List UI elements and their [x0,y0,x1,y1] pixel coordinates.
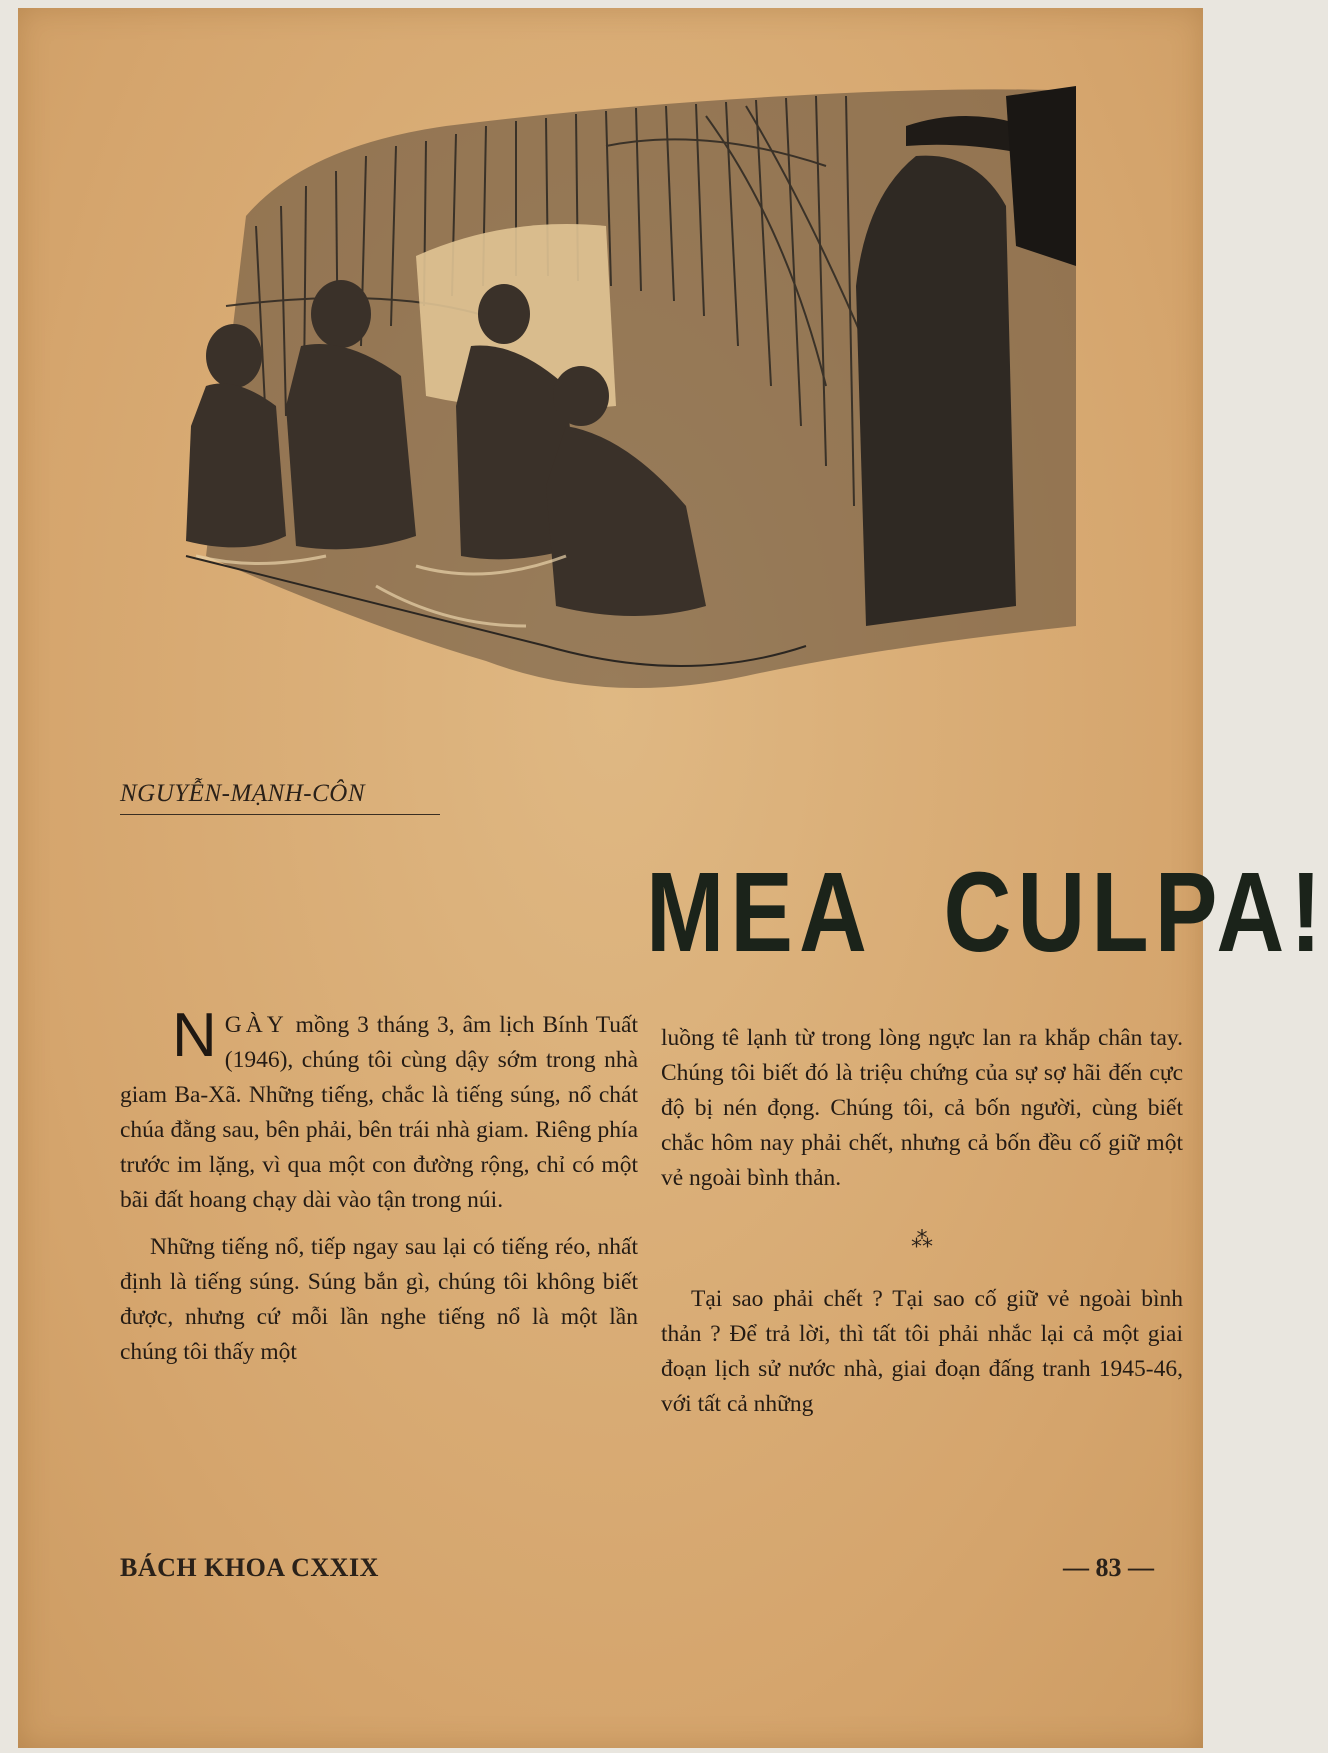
text-column-left [120,1001,638,1370]
article-title: MEA CULPA! [646,848,1328,975]
text-column-right [661,1021,1183,1422]
magazine-name: BÁCH KHOA CXXIX [120,1553,379,1582]
lead-in: GÀY [224,1012,288,1038]
author-name: NGUYỄN-MẠNH-CÔN [120,780,440,815]
section-separator: ⁂ [911,1227,933,1252]
magazine-page [18,8,1328,1748]
page-edge [0,0,18,1753]
paragraph-text: mồng 3 tháng 3, âm lịch Bính Tuất (1946), chúng tôi cùng dậy sớm trong nhà giam Ba-Xã. Những tiếng, chắc là tiếng súng, nổ chát chúa đằng sau, bên phải, bên trái nhà giam. Riêng phía trước im lặng, vì qua một con đường rộng, chỉ có một bãi đất hoang chạy dài vào tận trong núi. [120,1012,638,1213]
paragraph: Những tiếng nổ, tiếp ngay sau lại có tiếng réo, nhất định là tiếng súng. Súng bắn gì, chúng tôi không biết được, nhưng cứ mỗi lần nghe tiếng nổ là một lần chúng tôi thấy một [120,1234,638,1365]
paragraph: luồng tê lạnh từ trong lòng ngực lan ra khắp chân tay. Chúng tôi biết đó là triệu chứng của sự sợ hãi đến cực độ bị nén đọng. Chúng tôi, cả bốn người, cùng biết chắc hôm nay phải chết, nhưng cả bốn đều cố giữ một vẻ ngoài bình thản. [661,1025,1183,1191]
illustration [186,86,1131,741]
paragraph [120,1001,638,1218]
ink-illustration-icon [186,86,1131,741]
page-number: — 83 — [1063,1553,1154,1582]
paragraph: Tại sao phải chết ? Tại sao cố giữ vẻ ngoài bình thản ? Để trả lời, thì tất tôi phải nhắc lại cả một giai đoạn lịch sử nước nhà, giai đoạn đấng tranh 1945-46, với tất cả những [661,1286,1183,1417]
drop-cap: N [172,1001,217,1070]
